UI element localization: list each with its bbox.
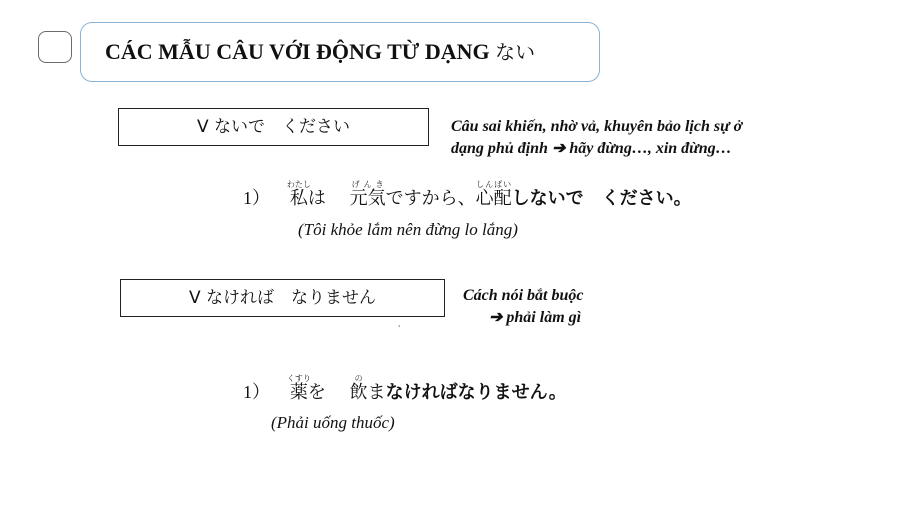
stray-mark: ': [398, 324, 401, 333]
pattern-description: [463, 285, 583, 329]
pattern-description-line: ➔ phải làm gì: [489, 309, 582, 326]
example-number: 1）: [243, 382, 270, 402]
pattern-box-naide-kudasai: [118, 108, 429, 146]
example-sentence: [243, 180, 692, 210]
example-text-bold: なければなりません。: [385, 382, 567, 403]
example-text: ま: [367, 382, 386, 403]
pattern-label: V なければ なりません: [188, 288, 377, 308]
title-text: CÁC MẪU CÂU VỚI ĐỘNG TỪ DẠNG: [105, 39, 490, 64]
example-text: ですから、: [385, 188, 476, 209]
example-text-bold: しないで ください。: [511, 188, 692, 209]
pattern-description-line: Cách nói bắt buộc: [463, 287, 584, 304]
pattern-description: [451, 116, 742, 160]
corner-checkbox: [38, 31, 72, 63]
ruby-word: 元気げんき: [349, 180, 386, 209]
pattern-description-line: Câu sai khiến, nhờ vả, khuyên bảo lịch sự ở: [451, 118, 743, 135]
example-text: を: [307, 382, 344, 403]
ruby-word: 薬くすり: [286, 374, 311, 403]
example-sentence: [243, 374, 567, 404]
ruby-word: 心配しんぱい: [475, 180, 512, 209]
pattern-label: V ないで ください: [196, 117, 351, 137]
ruby-word: 私わたし: [286, 180, 311, 209]
example-number: 1）: [243, 188, 270, 208]
title-jp: ない: [495, 40, 536, 64]
example-text: は: [307, 188, 344, 209]
title-box: [80, 22, 600, 82]
pattern-box-nakereba-narimasen: [120, 279, 445, 317]
ruby-word: 飲の: [349, 374, 368, 403]
example-translation: (Tôi khỏe lắm nên đừng lo lắng): [298, 220, 518, 239]
example-translation: (Phải uống thuốc): [271, 413, 395, 432]
pattern-description-line: dạng phủ định ➔ hãy đừng…, xin đừng…: [451, 140, 732, 157]
page-title: [105, 36, 535, 65]
